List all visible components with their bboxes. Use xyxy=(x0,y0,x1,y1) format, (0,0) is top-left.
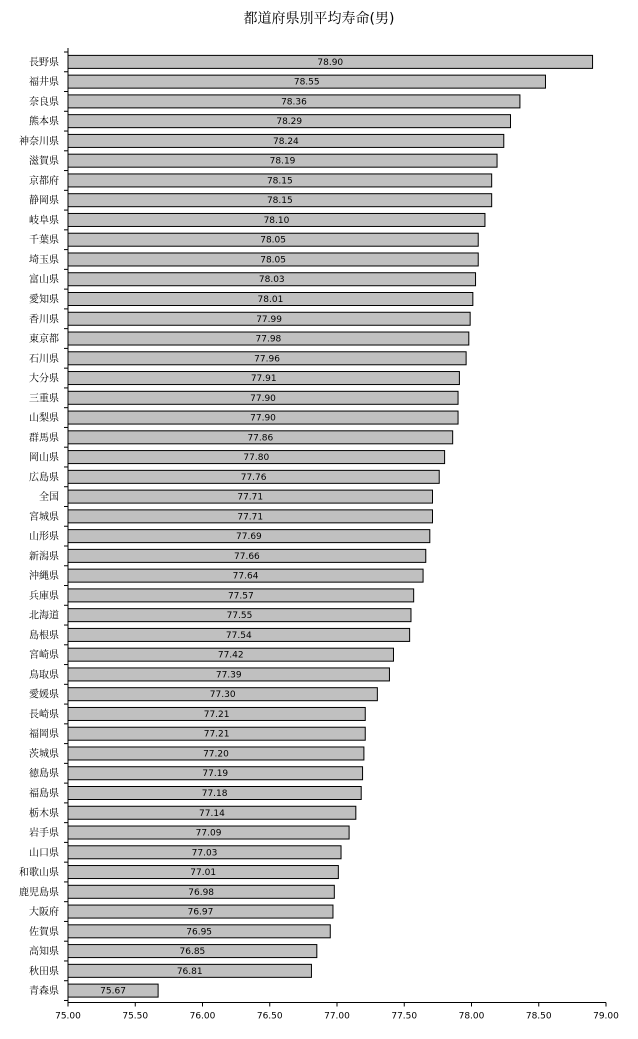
category-label: 千葉県 xyxy=(29,235,59,247)
category-label: 埼玉県 xyxy=(29,254,59,266)
data-label: 77.55 xyxy=(226,611,253,622)
data-label: 78.15 xyxy=(266,196,293,207)
data-label: 77.90 xyxy=(250,413,276,424)
category-label: 熊本県 xyxy=(29,116,59,128)
category-label: 愛知県 xyxy=(29,294,59,306)
data-label: 78.05 xyxy=(260,255,286,266)
data-label: 77.18 xyxy=(201,789,228,799)
data-label: 78.03 xyxy=(258,275,285,286)
data-label: 78.55 xyxy=(293,77,320,88)
x-tick-label: 79.00 xyxy=(593,1011,619,1022)
data-label: 78.90 xyxy=(317,57,344,68)
category-label: 栃木県 xyxy=(29,808,59,820)
category-label: 長崎県 xyxy=(29,709,59,721)
category-label: 全国 xyxy=(39,492,59,504)
category-label: 山梨県 xyxy=(29,413,59,425)
category-label: 新潟県 xyxy=(29,551,59,563)
data-label: 78.36 xyxy=(281,97,307,108)
category-label: 群馬県 xyxy=(29,432,59,444)
category-label: 茨城県 xyxy=(29,748,59,760)
data-label: 76.97 xyxy=(187,907,214,918)
category-label: 岐阜県 xyxy=(29,215,59,227)
category-label: 宮城県 xyxy=(29,511,59,523)
x-tick-label: 75.00 xyxy=(55,1011,81,1022)
data-label: 77.98 xyxy=(255,334,282,345)
data-label: 77.86 xyxy=(247,433,274,444)
data-label: 77.64 xyxy=(232,571,259,582)
data-label: 76.85 xyxy=(179,947,206,958)
category-label: 大阪府 xyxy=(29,907,59,919)
category-label: 秋田県 xyxy=(29,966,59,978)
data-label: 77.20 xyxy=(203,749,229,760)
category-label: 青森県 xyxy=(29,986,59,998)
data-label: 77.01 xyxy=(190,868,217,879)
data-label: 75.67 xyxy=(100,986,126,997)
category-label: 香川県 xyxy=(29,314,59,326)
data-label: 78.24 xyxy=(273,136,299,147)
data-label: 78.10 xyxy=(263,215,290,226)
category-label: 島根県 xyxy=(29,630,59,642)
category-label: 宮崎県 xyxy=(29,650,59,662)
data-label: 77.30 xyxy=(209,690,236,701)
x-tick-label: 78.00 xyxy=(458,1011,485,1022)
category-label: 愛媛県 xyxy=(29,689,59,701)
data-label: 76.81 xyxy=(176,966,203,977)
category-label: 福島県 xyxy=(29,788,59,800)
x-tick-label: 76.50 xyxy=(256,1011,283,1022)
category-label: 沖縄県 xyxy=(29,571,59,583)
data-label: 76.95 xyxy=(186,927,213,938)
x-tick-label: 78.50 xyxy=(525,1011,552,1022)
data-label: 77.91 xyxy=(250,374,277,385)
category-label: 岩手県 xyxy=(29,828,59,840)
category-label: 富山県 xyxy=(29,274,59,286)
category-label: 京都府 xyxy=(29,175,59,187)
data-label: 77.96 xyxy=(254,354,280,365)
category-label: 神奈川県 xyxy=(19,136,59,148)
data-label: 78.29 xyxy=(276,117,303,128)
category-label: 東京都 xyxy=(29,334,59,346)
category-label: 鹿児島県 xyxy=(19,887,59,899)
data-label: 77.80 xyxy=(243,453,270,464)
category-label: 兵庫県 xyxy=(29,590,59,602)
data-label: 78.01 xyxy=(257,295,284,305)
data-label: 77.57 xyxy=(227,591,254,602)
x-tick-label: 77.00 xyxy=(324,1011,350,1022)
data-label: 77.03 xyxy=(191,848,218,859)
data-label: 77.21 xyxy=(203,729,230,740)
data-label: 77.42 xyxy=(217,650,244,661)
category-label: 奈良県 xyxy=(29,96,59,108)
data-label: 78.05 xyxy=(260,235,286,246)
data-label: 78.15 xyxy=(266,176,293,187)
category-label: 三重県 xyxy=(29,393,59,405)
data-label: 77.21 xyxy=(203,709,230,720)
category-label: 大分県 xyxy=(29,373,59,385)
chart-title: 都道府県別平均寿命(男) xyxy=(243,11,395,27)
category-label: 広島県 xyxy=(29,472,59,484)
data-label: 77.14 xyxy=(199,808,225,819)
category-label: 滋賀県 xyxy=(29,156,59,168)
category-label: 静岡県 xyxy=(29,195,59,207)
data-label: 77.66 xyxy=(234,551,260,562)
category-label: 和歌山県 xyxy=(19,867,59,879)
x-tick-label: 76.00 xyxy=(189,1011,216,1022)
category-label: 福井県 xyxy=(29,77,59,89)
category-label: 高知県 xyxy=(29,946,59,958)
category-label: 北海道 xyxy=(29,610,59,622)
data-label: 76.98 xyxy=(188,887,215,898)
category-label: 山口県 xyxy=(29,847,59,859)
data-label: 77.69 xyxy=(236,532,262,543)
data-label: 77.76 xyxy=(240,472,267,483)
category-label: 岡山県 xyxy=(29,452,59,464)
category-label: 鳥取県 xyxy=(29,669,59,681)
category-label: 山形県 xyxy=(29,531,59,543)
data-label: 77.71 xyxy=(237,492,264,503)
category-label: 長野県 xyxy=(29,57,59,69)
category-label: 福岡県 xyxy=(29,729,59,741)
x-tick-label: 77.50 xyxy=(391,1011,418,1022)
data-label: 77.19 xyxy=(202,769,229,780)
category-label: 徳島県 xyxy=(29,768,59,780)
data-label: 77.39 xyxy=(215,670,242,681)
data-label: 77.99 xyxy=(256,314,282,325)
category-label: 佐賀県 xyxy=(29,926,59,938)
data-label: 77.54 xyxy=(225,630,252,641)
x-tick-label: 75.50 xyxy=(122,1011,149,1022)
category-label: 石川県 xyxy=(29,353,59,365)
data-label: 77.71 xyxy=(237,512,264,523)
data-label: 77.90 xyxy=(250,393,276,404)
data-label: 77.09 xyxy=(195,828,222,839)
data-label: 78.19 xyxy=(269,156,296,167)
